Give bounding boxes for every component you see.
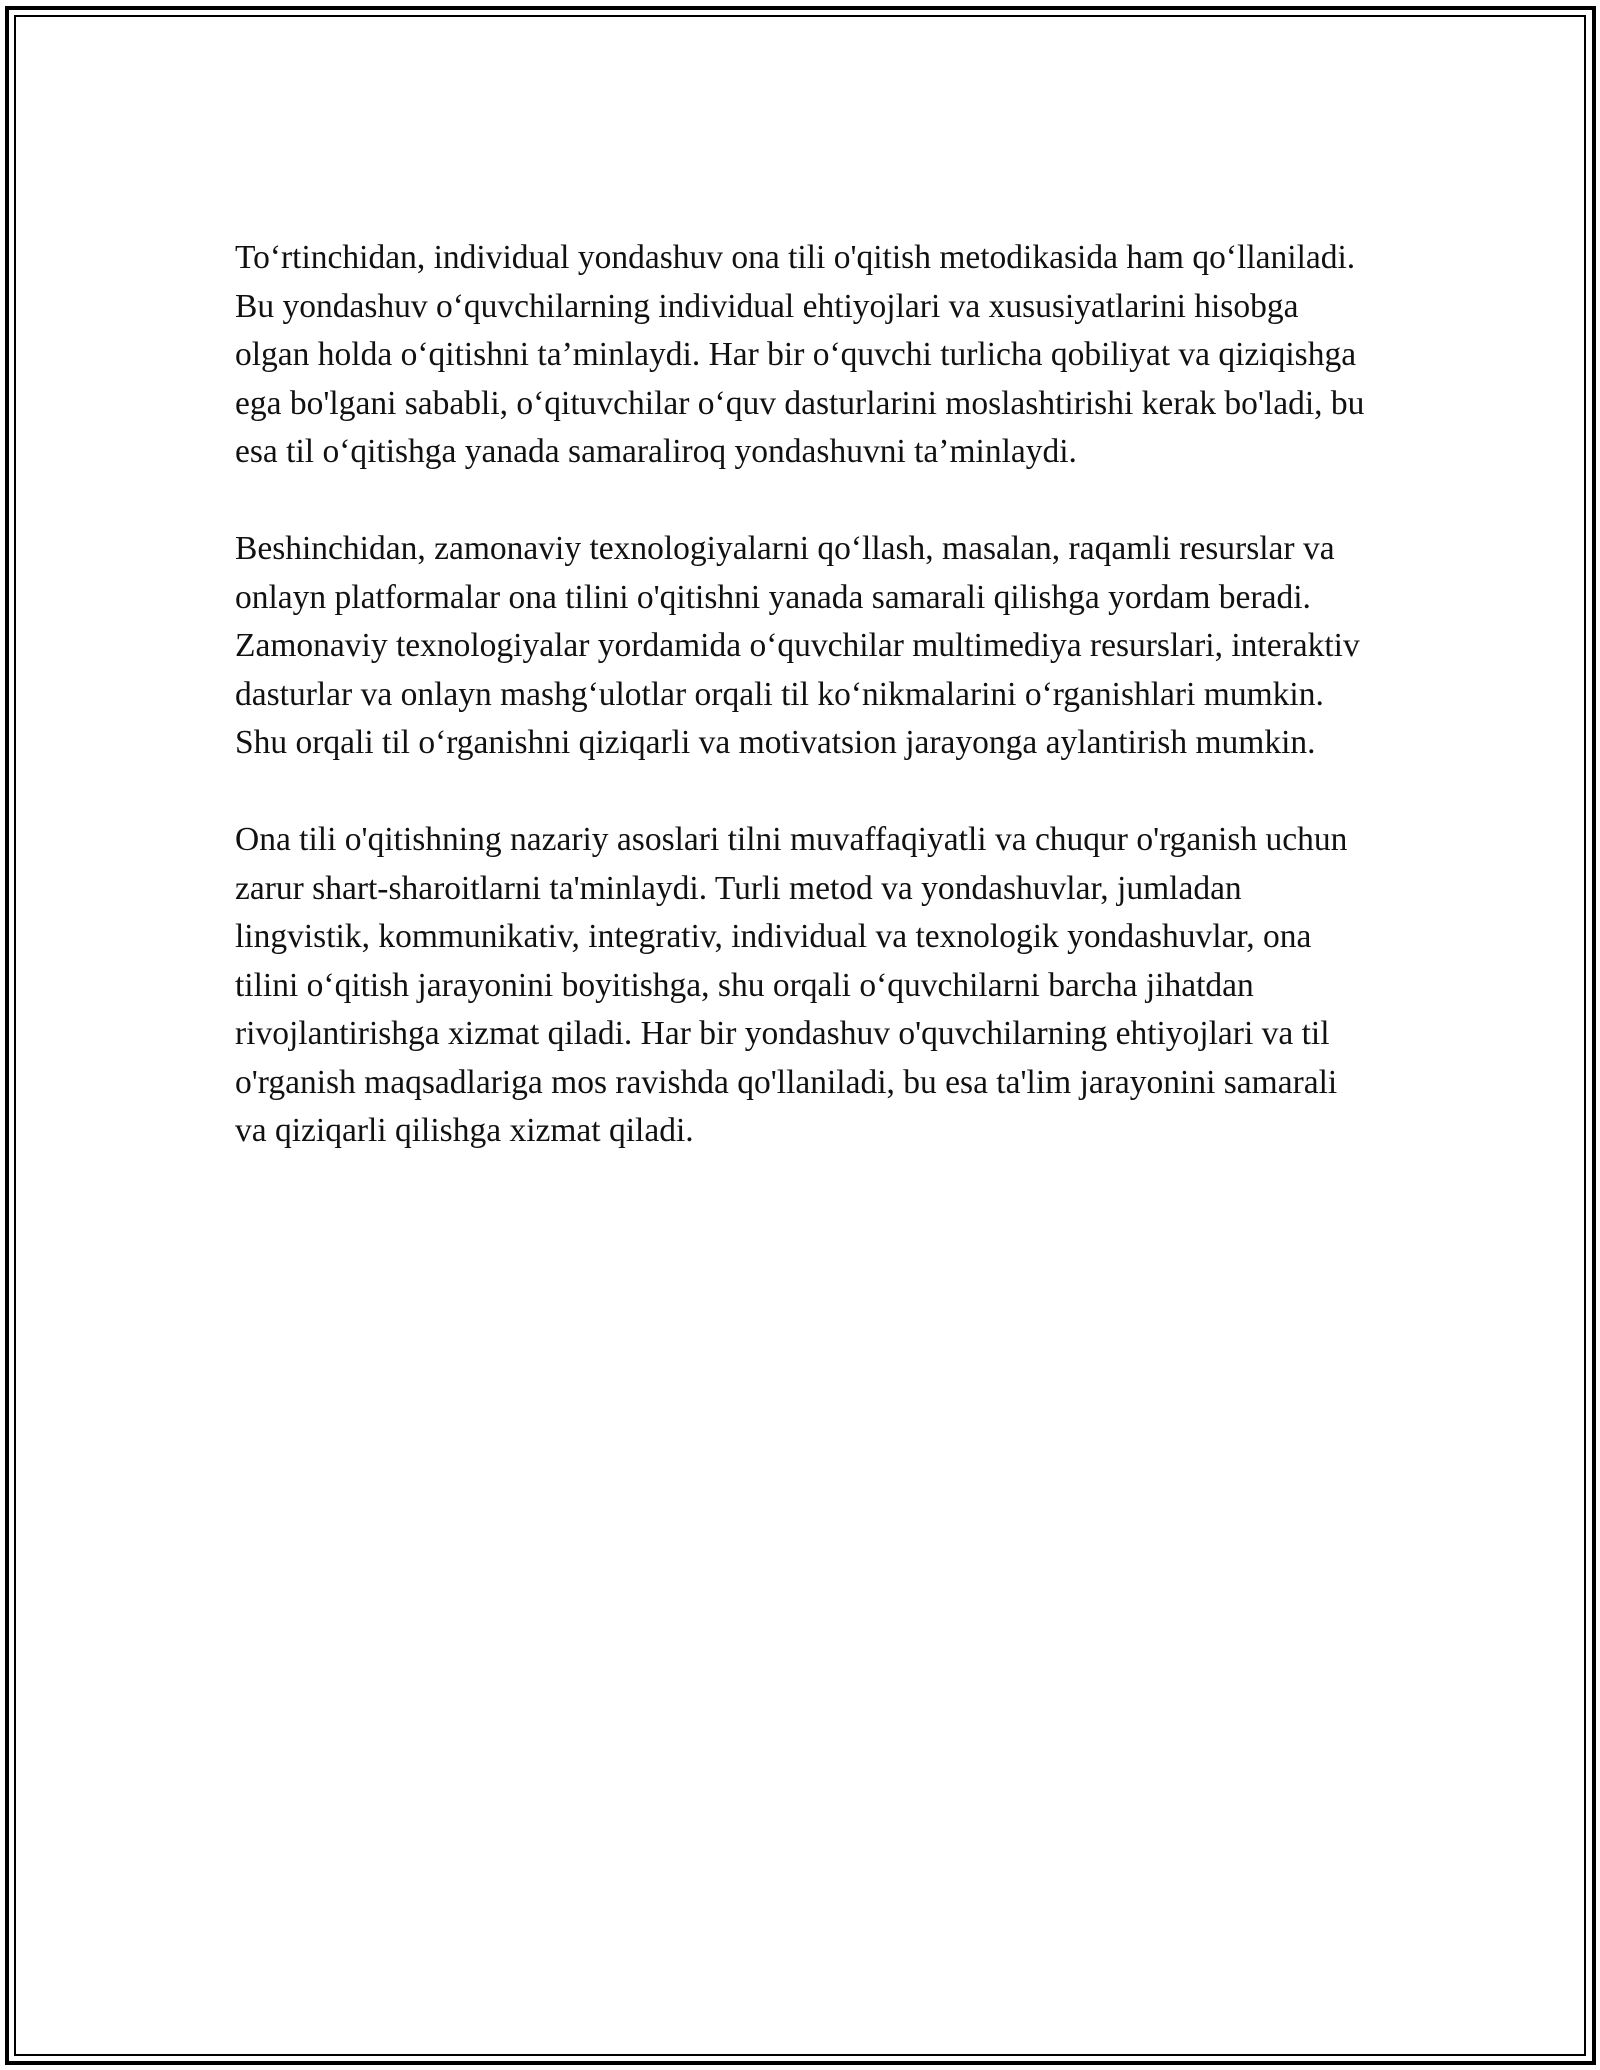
paragraph-3: Ona tili o'qitishning nazariy asoslari tilni muvaffaqiyatli va chuqur o'rganish uchun zarur shart-sharoitlarni ta'minlaydi. Turli metod va yondashuvlar, jumladan lingvistik, kommunikativ, integrativ, individual va texnologik yondashuvlar, ona tilini o‘qitish jarayonini boyitishga, shu orqali o‘quvchilarni barcha jihatdan rivojlantirishga xizmat qiladi. Har bir yondashuv o'quvchilarning ehtiyojlari va til o'rganish maqsadlariga mos ravishda qo'llaniladi, bu esa ta'lim jarayonini samarali va qiziqarli qilishga xizmat qiladi. xyxy=(235,821,1348,1149)
document-body xyxy=(235,234,1375,1204)
paragraph-2: Beshinchidan, zamonaviy texnologiyalarni qo‘llash, masalan, raqamli resurslar va onlayn platformalar ona tilini o'qitishni yanada samarali qilishga yordam beradi. Zamonaviy texnologiyalar yordamida o‘quvchilar multimediya resurslari, interaktiv dasturlar va onlayn mashg‘ulotlar orqali til ko‘nikmalarini o‘rganishlari mumkin. Shu orqali til o‘rganishni qiziqarli va motivatsion jarayonga aylantirish mumkin. xyxy=(235,530,1360,761)
paragraph-1: To‘rtinchidan, individual yondashuv ona tili o'qitish metodikasida ham qo‘llaniladi. Bu yondashuv o‘quvchilarning individual ehtiyojlari va xususiyatlarini hisobga olgan holda o‘qitishni ta’minlaydi. Har bir o‘quvchi turlicha qobiliyat va qiziqishga ega bo'lgani sababli, o‘qituvchilar o‘quv dasturlarini moslashtirishi kerak bo'ladi, bu esa til o‘qitishga yanada samaraliroq yondashuvni ta’minlaydi. xyxy=(235,239,1365,470)
